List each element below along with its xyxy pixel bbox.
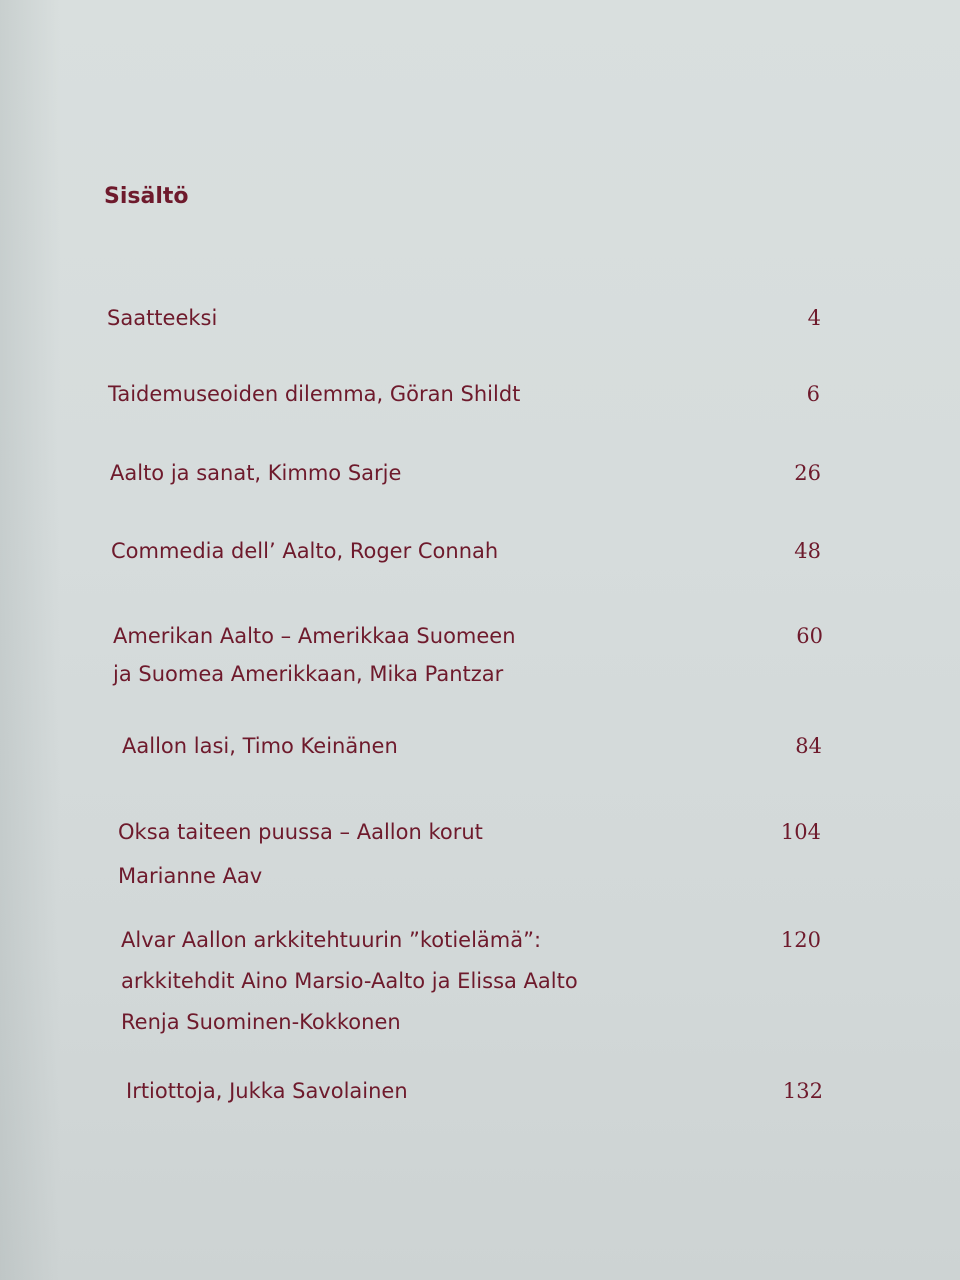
toc-entry-title-line: Alvar Aallon arkkitehtuurin ”kotielämä”:: [121, 928, 542, 952]
toc-entry-title-line: Commedia dell’ Aalto, Roger Connah: [111, 539, 499, 563]
toc-entry-page-number: 48: [794, 539, 821, 563]
toc-entry-page-number: 4: [807, 306, 821, 330]
toc-entry-title-line: ja Suomea Amerikkaan, Mika Pantzar: [113, 662, 504, 686]
toc-entry-title-line: Renja Suominen-Kokkonen: [121, 1010, 401, 1034]
page-edge-shadow: [0, 0, 60, 1280]
toc-entry-title-line: Oksa taiteen puussa – Aallon korut: [118, 820, 483, 844]
toc-entry-title-line: Amerikan Aalto – Amerikkaa Suomeen: [113, 624, 516, 648]
toc-entry-title-line: Saatteeksi: [107, 306, 218, 330]
toc-entry-page-number: 84: [795, 734, 822, 758]
toc-entry-title-line: Taidemuseoiden dilemma, Göran Shildt: [108, 382, 521, 406]
toc-entry-page-number: 120: [780, 928, 821, 952]
toc-entry-page-number: 6: [806, 382, 820, 406]
toc-entry-page-number: 60: [796, 624, 823, 648]
toc-entry-page-number: 104: [780, 820, 821, 844]
toc-entry-title-line: Irtiottoja, Jukka Savolainen: [126, 1079, 408, 1103]
toc-entry-title-line: Marianne Aav: [118, 864, 263, 888]
toc-entry-page-number: 26: [794, 461, 821, 485]
toc-heading: Sisältö: [104, 184, 189, 209]
toc-entry-title-line: Aallon lasi, Timo Keinänen: [122, 734, 398, 758]
toc-entry-title-line: arkkitehdit Aino Marsio-Aalto ja Elissa Aalto: [121, 969, 578, 993]
toc-entry-page-number: 132: [782, 1079, 823, 1103]
toc-entry-title-line: Aalto ja sanat, Kimmo Sarje: [110, 461, 402, 485]
